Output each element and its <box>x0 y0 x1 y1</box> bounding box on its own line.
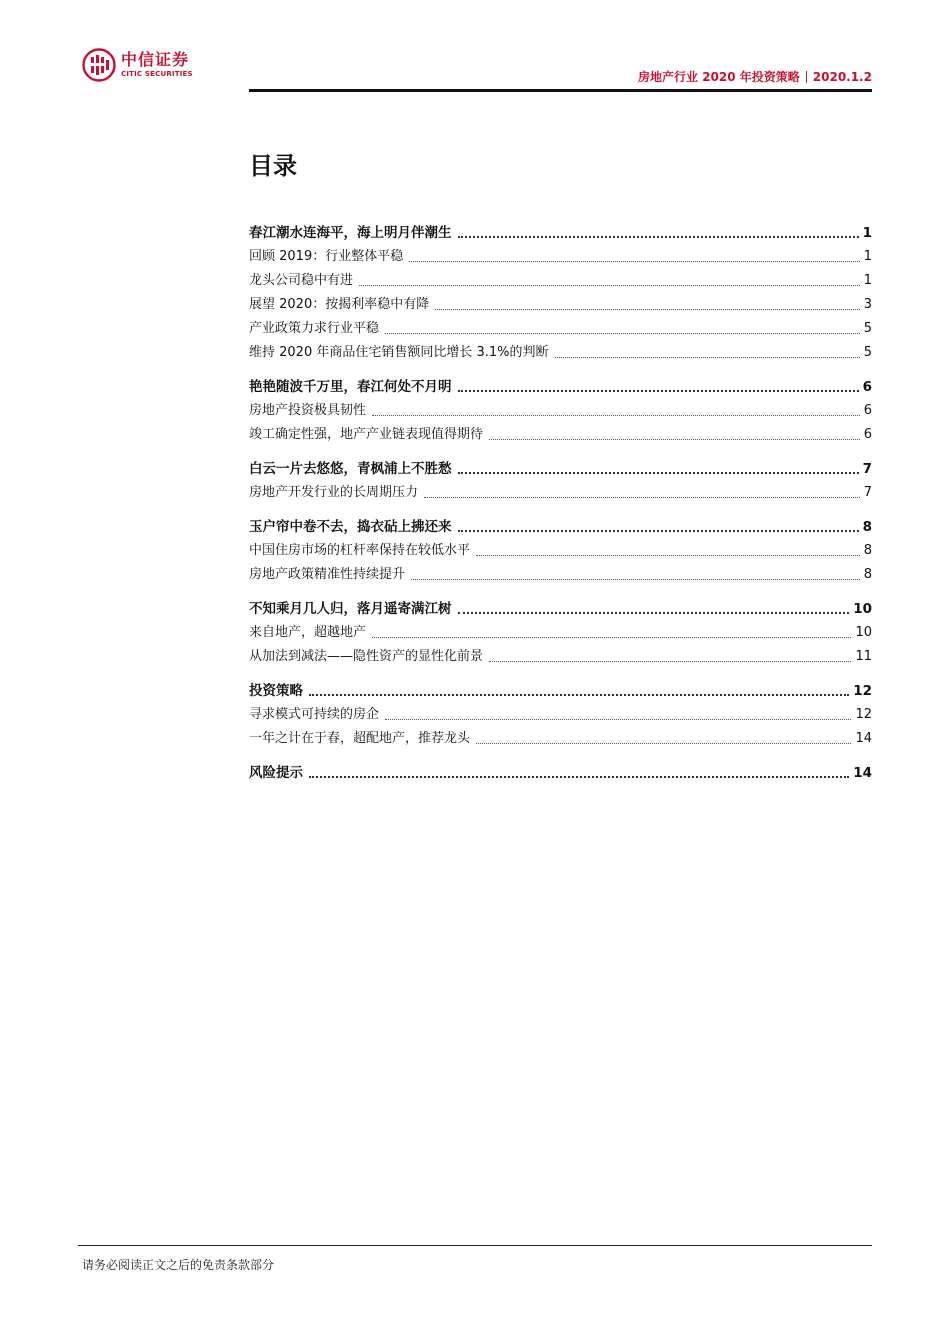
toc-entry-label: 寻求模式可持续的房企 <box>249 707 380 722</box>
toc-entry-label: 中国住房市场的杠杆率保持在较低水平 <box>249 543 471 558</box>
toc-dot-leader <box>458 390 859 392</box>
toc-entry-subsection[interactable] <box>249 338 872 362</box>
toc-entry-label: 房地产开发行业的长周期压力 <box>249 485 419 500</box>
toc-section <box>249 758 872 782</box>
table-of-contents <box>249 218 872 792</box>
toc-entry-page-number: 8 <box>863 543 872 558</box>
toc-title: 目录 <box>249 152 297 180</box>
toc-entry-chapter[interactable] <box>249 512 872 536</box>
toc-dot-leader <box>458 612 850 614</box>
toc-entry-page-number: 6 <box>863 427 872 442</box>
toc-entry-page-number: 10 <box>855 625 872 640</box>
toc-entry-label: 风险提示 <box>249 765 303 781</box>
toc-entry-page-number: 5 <box>863 321 872 336</box>
toc-entry-page-number: 6 <box>862 379 872 395</box>
toc-entry-label: 不知乘月几人归，落月遥寄满江树 <box>249 601 452 617</box>
toc-entry-subsection[interactable] <box>249 700 872 724</box>
toc-entry-chapter[interactable] <box>249 594 872 618</box>
toc-dot-leader <box>309 694 849 696</box>
citic-logo-icon <box>82 48 116 82</box>
toc-entry-page-number: 14 <box>855 731 872 746</box>
toc-section <box>249 594 872 666</box>
toc-entry-chapter[interactable] <box>249 758 872 782</box>
toc-entry-subsection[interactable] <box>249 396 872 420</box>
toc-entry-page-number: 7 <box>862 461 872 477</box>
toc-dot-leader <box>385 719 851 720</box>
toc-entry-label: 产业政策力求行业平稳 <box>249 321 380 336</box>
toc-dot-leader <box>489 661 851 662</box>
footer-divider <box>78 1245 872 1246</box>
toc-dot-leader <box>385 333 860 334</box>
toc-entry-label: 一年之计在于春，超配地产，推荐龙头 <box>249 731 471 746</box>
toc-entry-subsection[interactable] <box>249 290 872 314</box>
toc-entry-page-number: 12 <box>855 707 872 722</box>
toc-entry-chapter[interactable] <box>249 372 872 396</box>
toc-entry-subsection[interactable] <box>249 618 872 642</box>
toc-entry-page-number: 14 <box>853 765 872 781</box>
toc-entry-subsection[interactable] <box>249 724 872 748</box>
logo-english-name: CITIC SECURITIES <box>121 70 193 78</box>
toc-entry-page-number: 6 <box>863 403 872 418</box>
toc-entry-chapter[interactable] <box>249 218 872 242</box>
toc-dot-leader <box>411 579 860 580</box>
toc-section <box>249 454 872 502</box>
footer-disclaimer: 请务必阅读正文之后的免责条款部分 <box>82 1258 275 1272</box>
toc-dot-leader <box>359 285 860 286</box>
report-header <box>638 68 872 85</box>
header-separator <box>806 71 807 83</box>
toc-entry-page-number: 10 <box>853 601 872 617</box>
toc-section <box>249 218 872 362</box>
toc-entry-subsection[interactable] <box>249 420 872 444</box>
toc-dot-leader <box>435 309 860 310</box>
toc-entry-label: 房地产投资极具韧性 <box>249 403 367 418</box>
toc-entry-label: 艳艳随波千万里，春江何处不月明 <box>249 379 452 395</box>
toc-section <box>249 372 872 444</box>
toc-entry-chapter[interactable] <box>249 454 872 478</box>
toc-dot-leader <box>489 439 860 440</box>
report-date: 2020.1.2 <box>812 69 872 84</box>
toc-entry-page-number: 8 <box>863 567 872 582</box>
toc-entry-subsection[interactable] <box>249 266 872 290</box>
toc-dot-leader <box>555 357 860 358</box>
toc-dot-leader <box>409 261 860 262</box>
toc-section <box>249 512 872 584</box>
toc-dot-leader <box>424 497 860 498</box>
toc-entry-page-number: 7 <box>863 485 872 500</box>
toc-entry-page-number: 5 <box>863 345 872 360</box>
toc-entry-label: 来自地产，超越地产 <box>249 625 367 640</box>
toc-dot-leader <box>372 415 860 416</box>
toc-entry-label: 投资策略 <box>249 683 303 699</box>
toc-entry-page-number: 12 <box>853 683 872 699</box>
toc-entry-page-number: 1 <box>863 273 872 288</box>
header-divider <box>249 89 872 92</box>
toc-entry-page-number: 8 <box>862 519 872 535</box>
toc-entry-label: 玉户帘中卷不去，捣衣砧上拂还来 <box>249 519 452 535</box>
toc-entry-label: 从加法到减法——隐性资产的显性化前景 <box>249 649 484 664</box>
toc-entry-label: 展望 2020：按揭利率稳中有降 <box>249 297 430 312</box>
toc-dot-leader <box>458 530 859 532</box>
toc-entry-subsection[interactable] <box>249 242 872 266</box>
toc-entry-chapter[interactable] <box>249 676 872 700</box>
toc-entry-page-number: 11 <box>855 649 872 664</box>
toc-dot-leader <box>372 637 851 638</box>
toc-entry-label: 维持 2020 年商品住宅销售额同比增长 3.1%的判断 <box>249 345 549 360</box>
toc-section <box>249 676 872 748</box>
toc-dot-leader <box>458 236 859 238</box>
company-logo <box>82 48 193 82</box>
toc-entry-label: 春江潮水连海平，海上明月伴潮生 <box>249 225 452 241</box>
toc-entry-subsection[interactable] <box>249 478 872 502</box>
toc-entry-label: 龙头公司稳中有进 <box>249 273 354 288</box>
toc-dot-leader <box>458 472 859 474</box>
toc-dot-leader <box>476 743 851 744</box>
toc-entry-label: 竣工确定性强，地产产业链表现值得期待 <box>249 427 484 442</box>
toc-entry-subsection[interactable] <box>249 642 872 666</box>
toc-entry-page-number: 3 <box>863 297 872 312</box>
toc-entry-subsection[interactable] <box>249 314 872 338</box>
toc-entry-subsection[interactable] <box>249 536 872 560</box>
toc-dot-leader <box>476 555 860 556</box>
logo-chinese-name: 中信证券 <box>121 50 190 69</box>
toc-dot-leader <box>309 776 849 778</box>
toc-entry-label: 白云一片去悠悠，青枫浦上不胜愁 <box>249 461 452 477</box>
toc-entry-page-number: 1 <box>862 225 872 241</box>
report-title: 房地产行业 2020 年投资策略 <box>638 70 800 84</box>
toc-entry-label: 房地产政策精准性持续提升 <box>249 567 406 582</box>
toc-entry-label: 回顾 2019：行业整体平稳 <box>249 249 404 264</box>
toc-entry-subsection[interactable] <box>249 560 872 584</box>
toc-entry-page-number: 1 <box>863 249 872 264</box>
